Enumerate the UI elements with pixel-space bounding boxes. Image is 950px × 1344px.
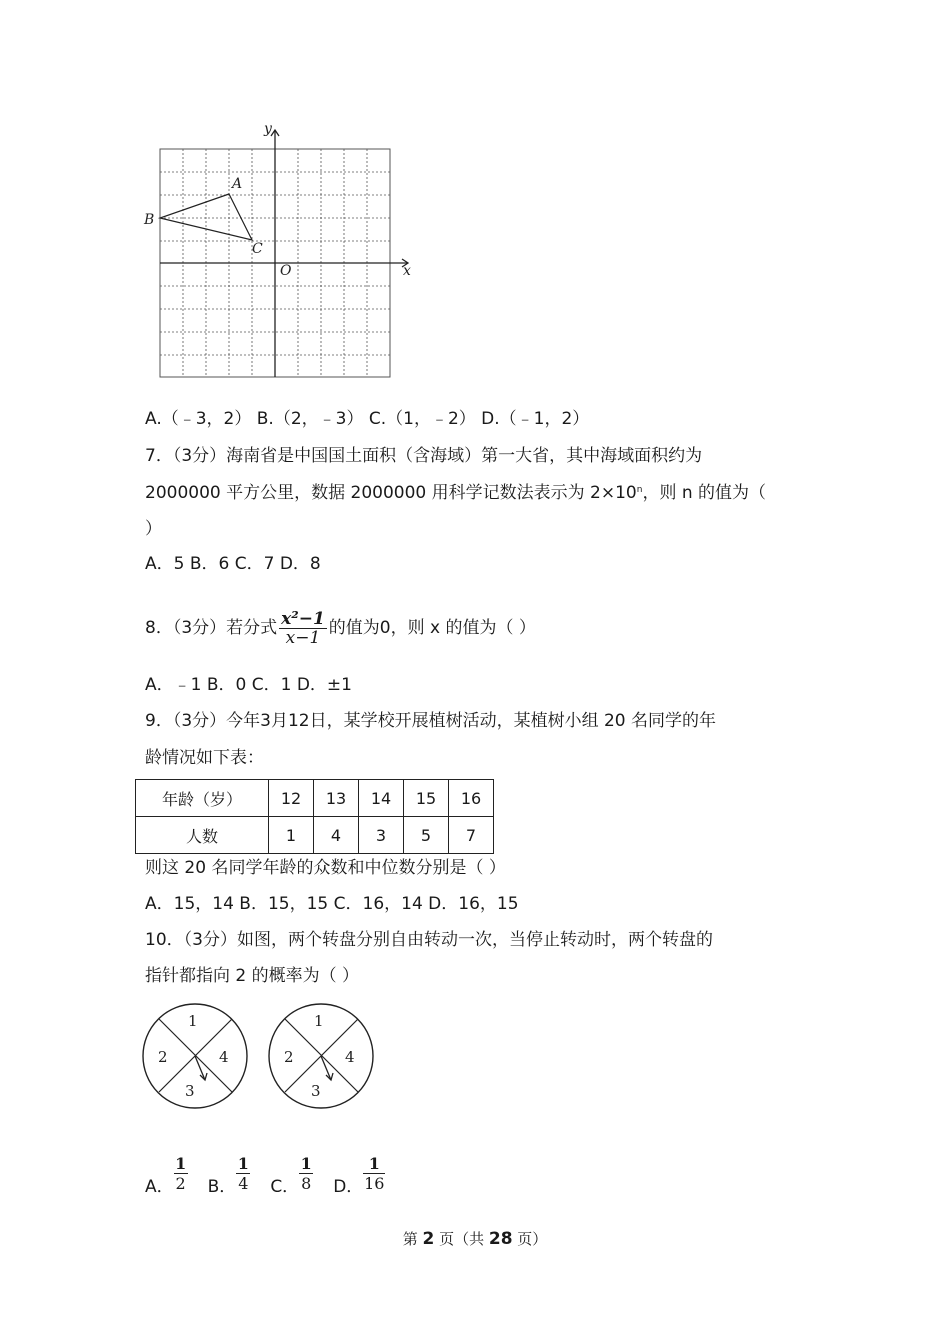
q7-options: A．5 B．6 C．7 D．8: [145, 554, 321, 574]
fraction-denominator: 4: [238, 1173, 249, 1193]
q8-post: 的值为0，则 x 的值为（ ）: [328, 618, 536, 638]
q10-option-b-letter: B．: [207, 1177, 237, 1197]
spinner-right: [269, 1004, 373, 1108]
point-c-label: C: [252, 241, 263, 257]
table-cell: 3: [359, 817, 404, 854]
q10-option-a-letter: A．: [145, 1177, 174, 1197]
origin-label: O: [280, 263, 292, 279]
spinner-label: 4: [345, 1048, 355, 1066]
footer-mid: 页（共: [434, 1230, 489, 1248]
table-cell: 1: [269, 817, 314, 854]
footer-pre: 第: [402, 1230, 423, 1248]
q9-question: 则这 20 名同学年龄的众数和中位数分别是（ ）: [145, 858, 506, 878]
table-header-cell: 人数: [136, 817, 269, 854]
fraction-numerator: 1: [300, 1153, 312, 1173]
page-footer: [0, 1228, 950, 1249]
footer-post: 页）: [512, 1230, 548, 1248]
point-a-label: A: [232, 176, 243, 192]
table-cell: 14: [359, 780, 404, 817]
spinner-label: 1: [314, 1012, 324, 1030]
q10-option-c-letter: C．: [270, 1177, 300, 1197]
q10-line2: 指针都指向 2 的概率为（ ）: [145, 966, 360, 986]
table-cell: 12: [269, 780, 314, 817]
spinner-label: 2: [284, 1048, 294, 1066]
q10-option-b: [236, 1154, 250, 1193]
table-cell: 7: [449, 817, 494, 854]
fraction-denominator: 2: [175, 1173, 186, 1193]
q8-pre: 8．（3分）若分式: [145, 618, 278, 638]
q10-option-a: [174, 1154, 188, 1193]
fraction-denominator: 16: [364, 1173, 385, 1193]
table-cell: 16: [449, 780, 494, 817]
table-cell: 4: [314, 817, 359, 854]
table-row: [136, 780, 494, 817]
q8-question: [145, 603, 536, 653]
q7-line2: [145, 482, 766, 504]
footer-total-pages: 28: [488, 1229, 513, 1249]
q10-option-d-letter: D．: [333, 1177, 364, 1197]
y-axis-label: y: [264, 121, 272, 137]
table-cell: 5: [404, 817, 449, 854]
fraction-numerator: 1: [237, 1153, 249, 1173]
spinner-left: [143, 1004, 247, 1108]
spinners-figure: [138, 1000, 388, 1115]
spinner-label: 3: [311, 1082, 321, 1100]
q7-exponent: n: [636, 485, 643, 495]
spinner-label: 1: [188, 1012, 198, 1030]
spinner-label: 3: [185, 1082, 195, 1100]
q7-line2-post: ，则 n 的值为（: [642, 483, 767, 503]
q8-fraction-denominator: x−1: [285, 627, 321, 648]
x-axis-label: x: [403, 263, 411, 279]
table-row: [136, 817, 494, 854]
q10-line1: 10．（3分）如图，两个转盘分别自由转动一次，当停止转动时，两个转盘的: [145, 930, 713, 950]
q8-fraction-numerator: x²−1: [281, 608, 325, 629]
table-cell: 13: [314, 780, 359, 817]
table-header-cell: 年龄（岁）: [136, 780, 269, 817]
spinner-label: 4: [219, 1048, 229, 1066]
q9-options: A．15，14 B．15，15 C．16，14 D．16，15: [145, 894, 519, 914]
q8-fraction: [279, 610, 327, 647]
q7-line3: ）: [145, 519, 162, 539]
footer-page-number: 2: [422, 1229, 435, 1249]
q7-line2-pre: 2000000 平方公里，数据 2000000 用科学记数法表示为 2×10: [145, 483, 637, 503]
q10-option-d: [363, 1154, 385, 1193]
axes: [160, 130, 408, 377]
q7-line1: 7．（3分）海南省是中国国土面积（含海域）第一大省，其中海域面积约为: [145, 446, 703, 466]
fraction-numerator: 1: [363, 1154, 385, 1174]
fraction-denominator: 8: [301, 1173, 312, 1193]
coordinate-grid-figure: [140, 118, 420, 383]
age-table: [135, 779, 494, 854]
spinner-label: 2: [158, 1048, 168, 1066]
q9-line2: 龄情况如下表：: [145, 748, 264, 768]
q8-options: A．﹣1 B．0 C．1 D．±1: [145, 675, 352, 695]
point-b-label: B: [144, 212, 155, 228]
q9-line1: 9．（3分）今年3月12日，某学校开展植树活动，某植树小组 20 名同学的年: [145, 711, 717, 731]
q10-options: [145, 1148, 385, 1198]
q10-option-c: [299, 1154, 313, 1193]
fraction-numerator: 1: [175, 1153, 187, 1173]
table-cell: 15: [404, 780, 449, 817]
q6-options: A.（﹣3，2） B.（2，﹣3） C.（1，﹣2） D.（﹣1，2）: [145, 409, 590, 429]
